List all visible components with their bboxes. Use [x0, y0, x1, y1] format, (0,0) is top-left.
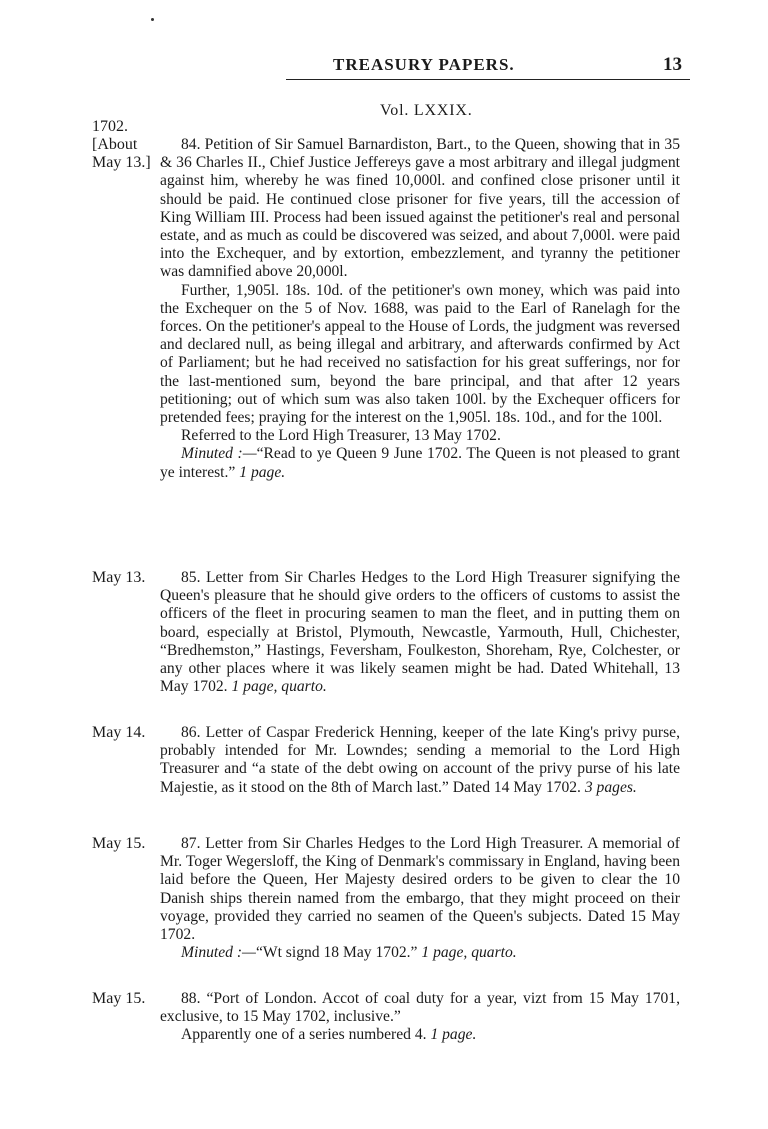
stray-dot [151, 18, 154, 21]
volume-heading: Vol. LXXIX. [380, 102, 473, 119]
entry-86 [92, 724, 692, 797]
entry-body [160, 835, 680, 962]
entry-87 [92, 835, 692, 962]
minute-text: “Wt signd 18 May 1702.” [255, 944, 418, 962]
margin-date [92, 724, 164, 742]
margin-date [92, 569, 164, 587]
entry-text: 86. Letter of Caspar Frederick Henning, keeper of the late King's privy purse, probably intended for Mr. Lowndes; sending a memorial to the Lord High Treasurer and “a state of the debt owing on account of the privy purse of his late Majestie, as it stood on the 8th of March last.” Dated 14 May 1702. [160, 724, 680, 796]
entry-paragraph: 84. Petition of Sir Samuel Barnardiston, Bart., to the Queen, showing that in 35 & 36 Charles II., Chief Justice Jeffereys gave a most arbitrary and illegal judgment against him, whereby he was fined 10,000l. and confined close prisoner until it should be paid. He continued close prisoner for five years, till the accession of King William III. Process had been issued against the petitioner's real and personal estate, and as much as could be discovered was seized, and about 7,000l. were paid into the Exchequer, and by extortion, embezzlement, and tyranny the petitioner was damnified above 20,000l. [160, 136, 680, 281]
page-header [90, 50, 690, 80]
margin-year: 1702. [92, 118, 128, 135]
entry-text: Apparently one of a series numbered 4. [181, 1026, 427, 1044]
entry-84 [92, 118, 692, 482]
entry-text: 85. Letter from Sir Charles Hedges to the Lord High Treasurer signifying the Queen's pleasure that he should give orders to the officers of customs to assist the officers of the fleet in procuring seamen to man the fleet, and in putting them on board, especially at Bristol, Plymouth, Newcastle, Yarmouth, Hull, Chichester, “Bredhemston,” Hastings, Feversham, Foulkeston, Shoreham, Rye, Colchester, or any other places where it was likely seamen might be had. Dated Whitehall, 13 May 1702. [160, 569, 680, 696]
entry-body [160, 724, 680, 797]
minute-text: “Read to ye Queen 9 June 1702. The Queen is not pleased to grant ye interest.” [160, 445, 680, 481]
entry-paragraph [160, 569, 680, 696]
entry-paragraph: 87. Letter from Sir Charles Hedges to the Lord High Treasurer. A memorial of Mr. Toger Wegersloff, the King of Denmark's commissary in England, having been laid before the Queen, Her Majesty desired orders to be given to clear the 10 Danish ships therein named from the embargo, that they might proceed on their voyage, provided they carried no seamen of the Queen's subjects. Dated 15 May 1702. [160, 835, 680, 944]
header-rule [286, 79, 690, 80]
margin-about: [About [92, 136, 138, 154]
extent: 1 page, quarto. [421, 944, 517, 962]
margin-day: May 15. [92, 990, 146, 1007]
extent: 3 pages. [584, 778, 637, 796]
entry-paragraph [160, 1026, 680, 1044]
running-title: TREASURY PAPERS. [333, 55, 515, 74]
entry-paragraph: Further, 1,905l. 18s. 10d. of the petitioner's own money, which was paid into the Exchequer on the 5 of Nov. 1688, was paid to the Earl of Ranelagh for the forces. On the petitioner's appeal to the House of Lords, the judgment was reversed and declared null, as being illegal and arbitrary, and afterwards confirmed by Act of Parliament; but he had received no satisfaction for his great sufferings, nor for the last-mentioned sum, beyond the bare principal, and that after 12 years petitioning; out of which sum was also taken 100l. by the Exchequer officers for pretended fees; praying for the interest on the 1,905l. 18s. 10d., and for the 100l. [160, 281, 680, 427]
margin-date [92, 835, 164, 853]
entry-body [160, 118, 680, 482]
entry-85 [92, 569, 692, 696]
margin-day: May 15. [92, 835, 146, 852]
extent: 1 page. [430, 1026, 477, 1044]
margin-day: May 13.] [92, 154, 151, 172]
entry-paragraph: Referred to the Lord High Treasurer, 13 May 1702. [181, 427, 501, 445]
margin-date [92, 990, 164, 1008]
page-number: 13 [663, 54, 682, 75]
minute-label: Minuted :— [181, 445, 257, 463]
entry-paragraph: 88. “Port of London. Accot of coal duty for a year, vizt from 15 May 1701, exclusive, to 15 May 1702, inclusive.” [160, 990, 680, 1026]
minute-note [160, 944, 680, 962]
entry-body [160, 990, 680, 1045]
margin-day: May 14. [92, 724, 146, 741]
margin-date [92, 118, 164, 173]
minute-note [160, 445, 680, 481]
margin-day: May 13. [92, 569, 146, 586]
extent: 1 page. [239, 463, 286, 481]
minute-label: Minuted :— [181, 944, 256, 962]
entry-88 [92, 990, 692, 1045]
entry-paragraph [160, 724, 680, 797]
extent: 1 page, quarto. [231, 678, 327, 696]
entry-body [160, 569, 680, 696]
